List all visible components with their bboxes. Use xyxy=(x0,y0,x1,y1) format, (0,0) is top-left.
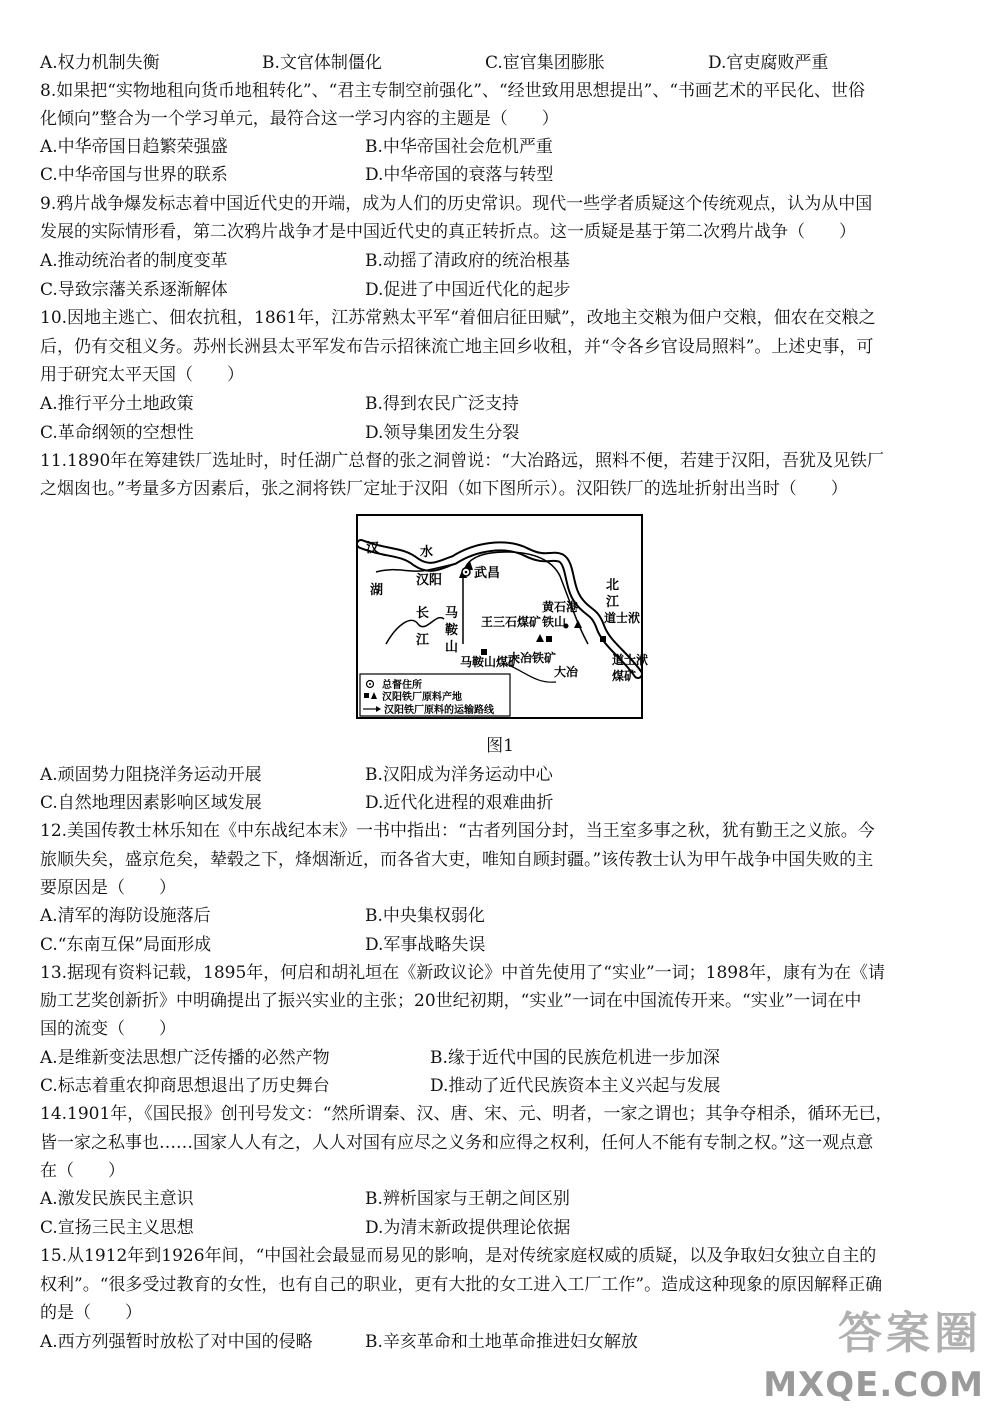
q8-option-d: D.中华帝国的衰落与转型 xyxy=(365,165,554,185)
q11-option-c: C.自然地理因素影响区域发展 xyxy=(40,793,262,813)
q14-option-b: B.辨析国家与王朝之间区别 xyxy=(365,1189,570,1209)
q11-option-a: A.顽固势力阻挠洋务运动开展 xyxy=(40,765,262,785)
map-label: 大冶 xyxy=(554,665,579,679)
q14-stem-line: 14.1901年，《国民报》创刊号发文：“然所谓秦、汉、唐、宋、元、明者，一家之谓也；其争夺相杀，循环无已， xyxy=(40,1104,893,1124)
q13-stem-line: 13.据现有资料记载，1895年，何启和胡礼垣在《新政议论》中首先使用了“实业”一词；1898年，康有为在《请 xyxy=(40,963,885,983)
q14-stem-line: 在（ ） xyxy=(40,1161,125,1181)
q9-option-b: B.动摇了清政府的统治根基 xyxy=(365,251,570,271)
q10-stem-line: 后，仍有交租义务。苏州长洲县太平军发布告示招徕流亡地主回乡收租，并“令各乡官设局照料”。上述史事，可 xyxy=(40,337,874,357)
map-label: 道士洑 xyxy=(612,653,649,667)
q12-option-a: A.清军的海防设施落后 xyxy=(40,906,211,926)
q11-option-b: B.汉阳成为洋务运动中心 xyxy=(365,765,553,785)
legend-item: 汉阳铁厂原料产地 xyxy=(382,692,462,703)
q8-stem-line: 8.如果把“实物地租向货币地租转化”、“君主专制空前强化”、“经世致用思想提出”、“书画艺术的平民化、世俗 xyxy=(40,81,866,101)
map-label: 江 xyxy=(606,595,620,610)
q15-option-b: B.辛亥革命和土地革命推进妇女解放 xyxy=(365,1332,638,1352)
q12-option-d: D.军事战略失误 xyxy=(365,935,486,955)
map-label: 北 xyxy=(606,578,620,593)
map-label: 水 xyxy=(420,545,434,560)
q9-stem-line: 发展的实际情形看，第二次鸦片战争才是中国近代史的真正转折点。这一质疑是基于第二次鸦片战争（ ） xyxy=(40,222,856,242)
q7-option-c: C.宦官集团膨胀 xyxy=(485,53,605,73)
map-label: 王三石煤矿 xyxy=(481,615,542,629)
map-label: 黄石港 xyxy=(542,600,579,614)
map-label: 汉 xyxy=(366,541,380,556)
q13-stem-line: 励工艺奖创新折》中明确提出了振兴实业的主张；20世纪初期，“实业”一词在中国流传开来。“实业”一词在中 xyxy=(40,991,862,1011)
q15-stem-line: 权利”。“很多受过教育的女性，也有自己的职业，更有大批的女工进入工厂工作”。造成这种现象的原因解释正确 xyxy=(40,1275,883,1295)
q12-stem-line: 12.美国传教士林乐知在《中东战纪本末》一书中指出：“古者列国分封，当王室多事之秋，犹有勤王之义旅。今 xyxy=(40,821,875,841)
q7-option-a: A.权力机制失衡 xyxy=(40,53,160,73)
q13-option-d: D.推动了近代民族资本主义兴起与发展 xyxy=(430,1076,721,1096)
legend-item: 总督住所 xyxy=(382,680,422,691)
map-label: 煤矿 xyxy=(612,669,637,683)
q15-stem-line: 15.从1912年到1926年间，“中国社会最显而易见的影响，是对传统家庭权威的质疑，以及争取妇女独立自主的 xyxy=(40,1246,877,1266)
map-label: 长 xyxy=(416,606,430,621)
map-label: 江 xyxy=(416,633,430,648)
q11-stem-line: 11.1890年在筹建铁厂选址时，时任湖广总督的张之洞曾说：“大冶路远，照料不便，若建于汉阳，吾犹及见铁厂 xyxy=(40,451,884,471)
q10-option-c: C.革命纲领的空想性 xyxy=(40,423,194,443)
q10-stem-line: 10.因地主逃亡、佃农抗租，1861年，江苏常熟太平军“着佃启征田赋”，改地主交粮为佃户交粮，佃农在交粮之 xyxy=(40,308,876,328)
map-label: 鞍 xyxy=(445,623,459,638)
mine-square-icon xyxy=(600,636,606,642)
q9-stem-line: 9.鸦片战争爆发标志着中国近代史的开端，成为人们的历史常识。现代一些学者质疑这个传统观点，认为从中国 xyxy=(40,194,873,214)
q14-option-a: A.激发民族民主意识 xyxy=(40,1189,194,1209)
map-label: 湖 xyxy=(370,583,384,598)
q15-stem-line: 的是（ ） xyxy=(40,1303,142,1323)
q15-option-a: A.西方列强暂时放松了对中国的侵略 xyxy=(40,1332,313,1352)
map-label: 道士洑 xyxy=(604,611,641,625)
q14-option-c: C.宣扬三民主义思想 xyxy=(40,1218,194,1238)
q12-stem-line: 要原因是（ ） xyxy=(40,878,176,898)
map-label: 马鞍山煤矿 xyxy=(460,655,521,669)
q10-option-a: A.推行平分土地政策 xyxy=(40,394,194,414)
map-label: 马 xyxy=(445,606,459,621)
map-label: 山 xyxy=(445,640,459,655)
q13-option-c: C.标志着重农抑商思想退出了历史舞台 xyxy=(40,1076,330,1096)
q8-option-c: C.中华帝国与世界的联系 xyxy=(40,165,228,185)
q10-option-d: D.领导集团发生分裂 xyxy=(365,423,520,443)
q9-option-d: D.促进了中国近代化的起步 xyxy=(365,280,571,300)
q11-option-d: D.近代化进程的艰难曲折 xyxy=(365,793,554,813)
q14-option-d: D.为清末新政提供理论依据 xyxy=(365,1218,571,1238)
q10-stem-line: 用于研究太平天国（ ） xyxy=(40,365,244,385)
q7-option-b: B.文官体制僵化 xyxy=(262,53,382,73)
q9-option-c: C.导致宗藩关系逐渐解体 xyxy=(40,280,228,300)
map-label: 铁山 xyxy=(542,615,567,629)
q13-option-a: A.是维新变法思想广泛传播的必然产物 xyxy=(40,1048,330,1068)
q8-option-a: A.中华帝国日趋繁荣强盛 xyxy=(40,137,228,157)
q7-option-d: D.官吏腐败严重 xyxy=(708,53,829,73)
q12-stem-line: 旅顺失矣，盛京危矣，辇毂之下，烽烟渐近，而各省大吏，唯知自顾封疆。”该传教士认为甲午战争中国失败的主 xyxy=(40,850,874,870)
legend-square-icon xyxy=(364,693,369,698)
map-label: 大冶铁矿 xyxy=(508,651,557,665)
figure-caption: 图1 xyxy=(486,736,514,756)
mine-square-icon xyxy=(546,636,552,642)
map-label: 武昌 xyxy=(474,566,501,581)
hanyang-ironworks-map xyxy=(356,514,649,719)
q12-option-b: B.中央集权弱化 xyxy=(365,906,485,926)
watermark-site: MXQE.COM xyxy=(763,1365,984,1405)
legend-item: 汉阳铁厂原料的运输路线 xyxy=(384,705,494,716)
map-label: 汉阳 xyxy=(416,573,443,588)
watermark-logo: 答案圈 xyxy=(838,1308,982,1359)
q12-option-c: C.“东南互保”局面形成 xyxy=(40,935,212,955)
q8-stem-line: 化倾向”整合为一个学习单元，最符合这一学习内容的主题是（ ） xyxy=(40,109,559,129)
q8-option-b: B.中华帝国社会危机严重 xyxy=(365,137,553,157)
q9-option-a: A.推动统治者的制度变革 xyxy=(40,251,228,271)
q10-option-b: B.得到农民广泛支持 xyxy=(365,394,519,414)
q13-option-b: B.缘于近代中国的民族危机进一步加深 xyxy=(430,1048,720,1068)
q11-stem-line: 之烟囱也。”考量多方因素后，张之洞将铁厂定址于汉阳（如下图所示）。汉阳铁厂的选址折射出当时（ ） xyxy=(40,479,848,499)
q14-stem-line: 皆一家之私事也……国家人人有之，人人对国有应尽之义务和应得之权利，任何人不能有专制之权。”这一观点意 xyxy=(40,1133,874,1153)
q13-stem-line: 国的流变（ ） xyxy=(40,1019,176,1039)
